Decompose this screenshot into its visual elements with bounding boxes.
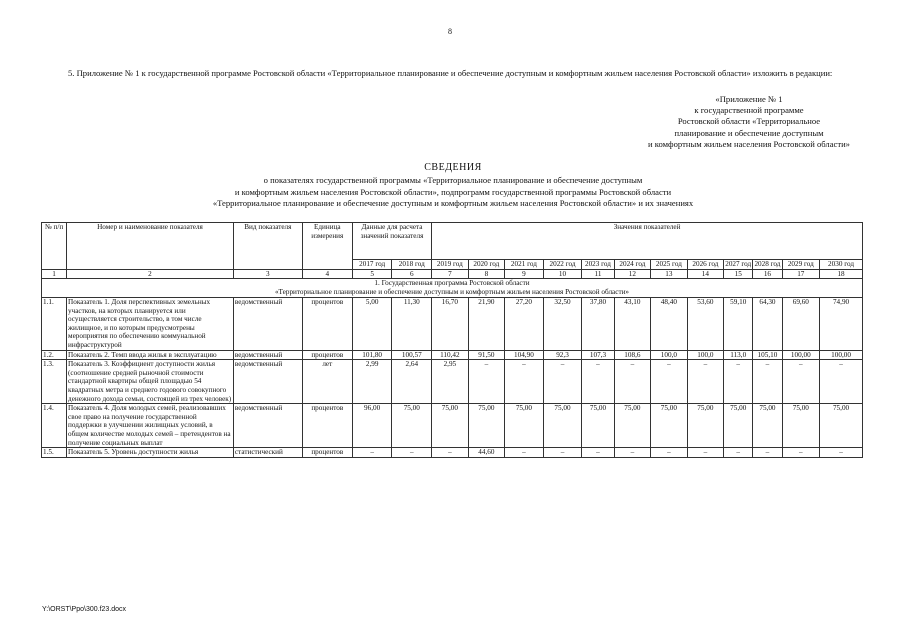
indicator-name: Показатель 5. Уровень доступности жилья	[67, 448, 234, 458]
appendix-line: Ростовской области «Территориальное	[677, 116, 821, 127]
indicator-value: 75,00	[687, 404, 724, 448]
indicator-value: –	[543, 448, 582, 458]
indicator-value: 92,3	[543, 350, 582, 360]
indicator-value: 100,00	[820, 350, 863, 360]
column-number: 17	[782, 270, 820, 279]
column-number: 1	[42, 270, 67, 279]
indicator-value: 100,0	[651, 350, 688, 360]
section-row	[42, 279, 863, 298]
column-number: 18	[820, 270, 863, 279]
indicator-value: –	[582, 360, 614, 404]
year-header: 2025 год	[651, 260, 688, 270]
indicator-value: 21,90	[468, 298, 505, 351]
year-header: 2029 год	[782, 260, 820, 270]
indicator-value: 53,60	[687, 298, 724, 351]
indicator-value: –	[582, 448, 614, 458]
indicator-value: –	[724, 448, 753, 458]
indicator-unit: процентов	[302, 404, 352, 448]
subtitle-line: и комфортным жильем населения Ростовской области», подпрограмм государственной программы Ростовской области	[234, 186, 672, 197]
indicator-value: 75,00	[820, 404, 863, 448]
header-base: Данные для расчета значений показателя	[352, 223, 431, 260]
section-subtitle-line: «Территориальное планирование и обеспечение доступным и комфортным жильем населения Ростовской области»	[274, 288, 630, 296]
appendix-line: к государственной программе	[694, 105, 804, 116]
table-row	[42, 448, 863, 458]
indicator-value: 75,00	[432, 404, 469, 448]
indicator-value: 100,57	[392, 350, 432, 360]
indicator-value: 75,00	[651, 404, 688, 448]
indicator-value: 75,00	[468, 404, 505, 448]
column-number: 11	[582, 270, 614, 279]
indicator-value: –	[687, 448, 724, 458]
column-number: 6	[392, 270, 432, 279]
indicator-value: 107,3	[582, 350, 614, 360]
indicator-unit: процентов	[302, 350, 352, 360]
column-number: 8	[468, 270, 505, 279]
table-row	[42, 360, 863, 404]
year-header: 2021 год	[505, 260, 544, 270]
indicator-value: 75,00	[392, 404, 432, 448]
indicator-name: Показатель 4. Доля молодых семей, реализовавших свое право на получение государственной поддержки в улучшении жилищных условий, в общем количестве молодых семей – претендентов на получение социальных выплат	[67, 404, 234, 448]
indicator-value: 75,00	[543, 404, 582, 448]
indicator-value: 75,00	[582, 404, 614, 448]
indicator-value: 43,10	[614, 298, 651, 351]
indicator-unit: лет	[302, 360, 352, 404]
header-unit: Единица измерения	[302, 223, 352, 270]
indicator-value: 100,00	[782, 350, 820, 360]
header-name: Номер и наименование показателя	[67, 223, 234, 270]
indicator-value: –	[782, 448, 820, 458]
year-header: 2020 год	[468, 260, 505, 270]
page-number: 8	[448, 27, 452, 36]
appendix-line: «Приложение № 1	[715, 94, 783, 104]
table-row	[42, 298, 863, 351]
indicator-kind: статистический	[233, 448, 302, 458]
table-row	[42, 350, 863, 360]
column-number: 3	[233, 270, 302, 279]
indicator-kind: ведомственный	[233, 360, 302, 404]
file-path-footer: Y:\ORST\Ppo\300.f23.docx	[42, 606, 127, 613]
header-kind: Вид показателя	[233, 223, 302, 270]
indicator-value: 5,00	[352, 298, 392, 351]
row-number: 1.2.	[42, 350, 67, 360]
appendix-line: и комфортным жильем населения Ростовской области»	[648, 138, 850, 149]
year-header: 2030 год	[820, 260, 863, 270]
indicators-table	[41, 222, 863, 458]
indicator-value: –	[614, 448, 651, 458]
column-number: 4	[302, 270, 352, 279]
table-row	[42, 404, 863, 448]
indicator-value: 16,70	[432, 298, 469, 351]
indicator-value: –	[820, 360, 863, 404]
indicator-value: 2,95	[432, 360, 469, 404]
indicator-value: –	[753, 360, 782, 404]
year-header: 2028 год	[754, 260, 781, 268]
year-header: 2024 год	[614, 260, 651, 270]
row-number: 1.5.	[42, 448, 67, 458]
indicator-value: 2,64	[392, 360, 432, 404]
indicator-value: –	[352, 448, 392, 458]
indicator-value: 110,42	[432, 350, 469, 360]
indicator-value: 75,00	[505, 404, 544, 448]
year-header: 2017 год	[352, 260, 392, 270]
document-title: СВЕДЕНИЯ	[424, 162, 482, 173]
indicator-value: 104,90	[505, 350, 544, 360]
year-header: 2022 год	[543, 260, 582, 270]
subtitle-line: «Территориальное планирование и обеспечение доступным и комфортным жильем населения Ростовской области» и их значениях	[212, 198, 694, 208]
indicator-value: 101,80	[352, 350, 392, 360]
indicator-value: 32,50	[543, 298, 582, 351]
year-header: 2018 год	[392, 260, 432, 270]
appendix-heading	[636, 94, 862, 150]
section-title	[42, 279, 863, 298]
column-number: 12	[614, 270, 651, 279]
indicator-value: 37,80	[582, 298, 614, 351]
indicator-name: Показатель 3. Коэффициент доступности жилья (соотношение средней рыночной стоимости стандартной квартиры общей площадью 54 квадратных метра и среднего годового совокупного денежного дохода семьи, состоящей из трех человек)	[67, 360, 234, 404]
indicator-kind: ведомственный	[233, 298, 302, 351]
indicator-kind: ведомственный	[233, 404, 302, 448]
indicator-kind: ведомственный	[233, 350, 302, 360]
indicator-value: 2,99	[352, 360, 392, 404]
indicator-value: 75,00	[753, 404, 782, 448]
indicator-value: –	[543, 360, 582, 404]
indicator-value: –	[651, 360, 688, 404]
indicator-value: 113,0	[724, 350, 753, 360]
indicator-value: –	[392, 448, 432, 458]
year-header: 2026 год	[687, 260, 724, 270]
document-subtitle	[42, 175, 864, 210]
column-number: 7	[432, 270, 469, 279]
year-header: 2027 год	[725, 260, 752, 268]
indicator-value: 75,00	[782, 404, 820, 448]
row-number: 1.3.	[42, 360, 67, 404]
column-number: 5	[352, 270, 392, 279]
column-number: 13	[651, 270, 688, 279]
indicator-name: Показатель 2. Темп ввода жилья в эксплуатацию	[67, 350, 234, 360]
indicator-value: 48,40	[651, 298, 688, 351]
indicator-value: –	[432, 448, 469, 458]
indicator-value: –	[782, 360, 820, 404]
row-number: 1.4.	[42, 404, 67, 448]
indicator-value: 74,90	[820, 298, 863, 351]
indicator-unit: процентов	[302, 448, 352, 458]
indicator-value: 75,00	[724, 404, 753, 448]
column-number: 2	[67, 270, 234, 279]
column-number: 10	[543, 270, 582, 279]
indicator-unit: процентов	[302, 298, 352, 351]
indicator-value: 75,00	[614, 404, 651, 448]
indicator-value: –	[614, 360, 651, 404]
indicator-value: –	[687, 360, 724, 404]
indicator-value: –	[753, 448, 782, 458]
indicator-value: 11,30	[392, 298, 432, 351]
indicator-value: 27,20	[505, 298, 544, 351]
table-header-row	[42, 223, 863, 260]
intro-paragraph: 5. Приложение № 1 к государственной программе Ростовской области «Территориальное планирование и обеспечение доступным и комфортным жильем населения Ростовской области» изложить в редакции:	[68, 68, 833, 78]
indicator-value: 108,6	[614, 350, 651, 360]
indicator-value: –	[468, 360, 505, 404]
indicator-value: 96,00	[352, 404, 392, 448]
indicator-name: Показатель 1. Доля перспективных земельных участков, на которых планируется или осуществляется строительство, в том числе жилищное, и по которым предусмотрены мероприятия по обеспечению коммунальной инфраструктурой	[67, 298, 234, 351]
year-header: 2023 год	[582, 260, 614, 270]
column-number: 15	[724, 270, 753, 279]
section-title-line: 1. Государственная программа Ростовской области	[374, 279, 530, 287]
indicator-value: –	[505, 360, 544, 404]
indicator-value: –	[505, 448, 544, 458]
indicator-value: 64,30	[753, 298, 782, 351]
column-number: 16	[753, 270, 782, 279]
year-header: 2019 год	[432, 260, 469, 270]
appendix-line: планирование и обеспечение доступным	[674, 127, 824, 138]
indicator-value: –	[820, 448, 863, 458]
indicator-value: 105,10	[753, 350, 782, 360]
subtitle-line: о показателях государственной программы «Территориальное планирование и обеспечение доступным	[263, 175, 643, 185]
header-values: Значения показателей	[432, 223, 863, 260]
column-number: 14	[687, 270, 724, 279]
indicator-value: –	[724, 360, 753, 404]
table-column-numbers-row	[42, 270, 863, 279]
indicator-value: 91,50	[468, 350, 505, 360]
indicator-value: –	[651, 448, 688, 458]
row-number: 1.1.	[42, 298, 67, 351]
column-number: 9	[505, 270, 544, 279]
indicator-value: 69,60	[782, 298, 820, 351]
indicator-value: 100,0	[687, 350, 724, 360]
indicator-value: 59,10	[724, 298, 753, 351]
header-num: № п/п	[42, 223, 67, 270]
indicator-value: 44,60	[468, 448, 505, 458]
